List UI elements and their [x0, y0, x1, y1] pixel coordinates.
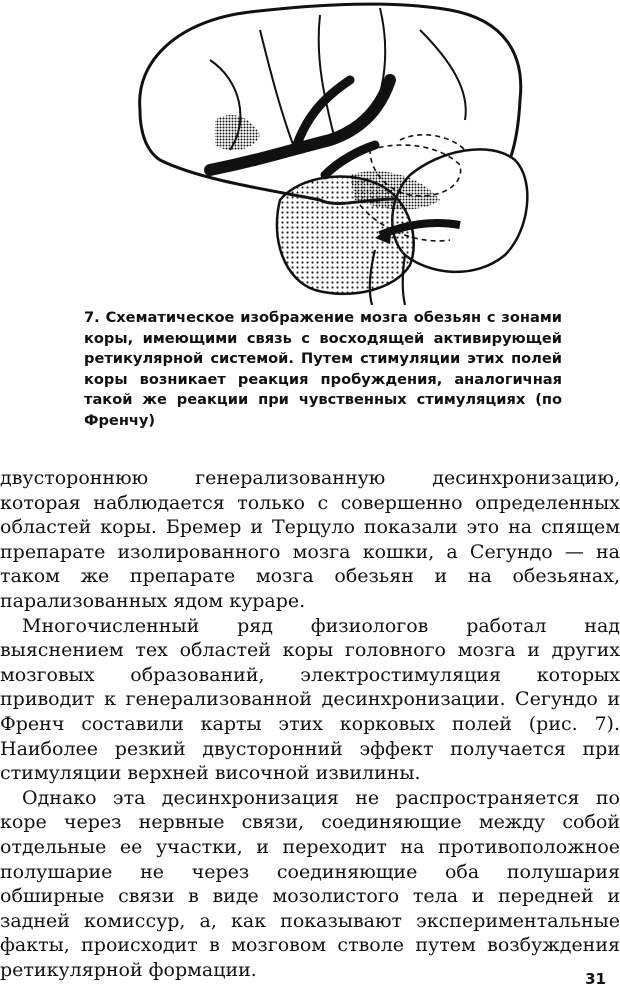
paragraph-2: Многочисленный ряд физиологов работал над выяснением тех областей коры головного мозга и других мозговых образований, электростимуляция которых приводит к генерализованной десинхронизации. Сегундо и Френч составили карты этих корковых полей (рис. 7). Наиболее резкий двусторонний эффект получается при стимуляции верхней височной извилины.: [0, 614, 620, 785]
brain-figure: [120, 0, 540, 305]
caption-text: Схематическое изображение мозга обезьян с зонами коры, имеющими связь с восходящей активирующей ретикулярной системой. Путем стимуляции этих полей коры возникает реакция пробуждения, аналогичная такой же реакции при чувственных стимуляциях (по Френчу): [84, 309, 562, 429]
monkey-brain-diagram-icon: [120, 0, 540, 305]
caption-number: 7.: [84, 309, 100, 326]
page-number: 31: [585, 970, 606, 988]
paragraph-3: Однако эта десинхронизация не распространяется по коре через нервные связи, соединяющие между собой отдельные ее участки, и переходит на противоположное полушарие не через соединяющие оба полушария обширные связи в виде мозолистого тела и передней и задней комиссур, а, как показывают экспериментальные факты, происходит в мозговом стволе путем возбуждения ретикулярной формации.: [0, 786, 620, 981]
paragraph-1: двустороннюю генерализованную десинхронизацию, которая наблюдается только с совершенно определенных областей коры. Бремер и Терцуло показали это на спящем препарате изолированного мозга кошки, а Сегундо — на таком же препарате мозга обезьян и на обезьянах, парализованных ядом кураре.: [0, 467, 620, 612]
body-text: [0, 466, 620, 982]
figure-caption: [84, 308, 562, 432]
